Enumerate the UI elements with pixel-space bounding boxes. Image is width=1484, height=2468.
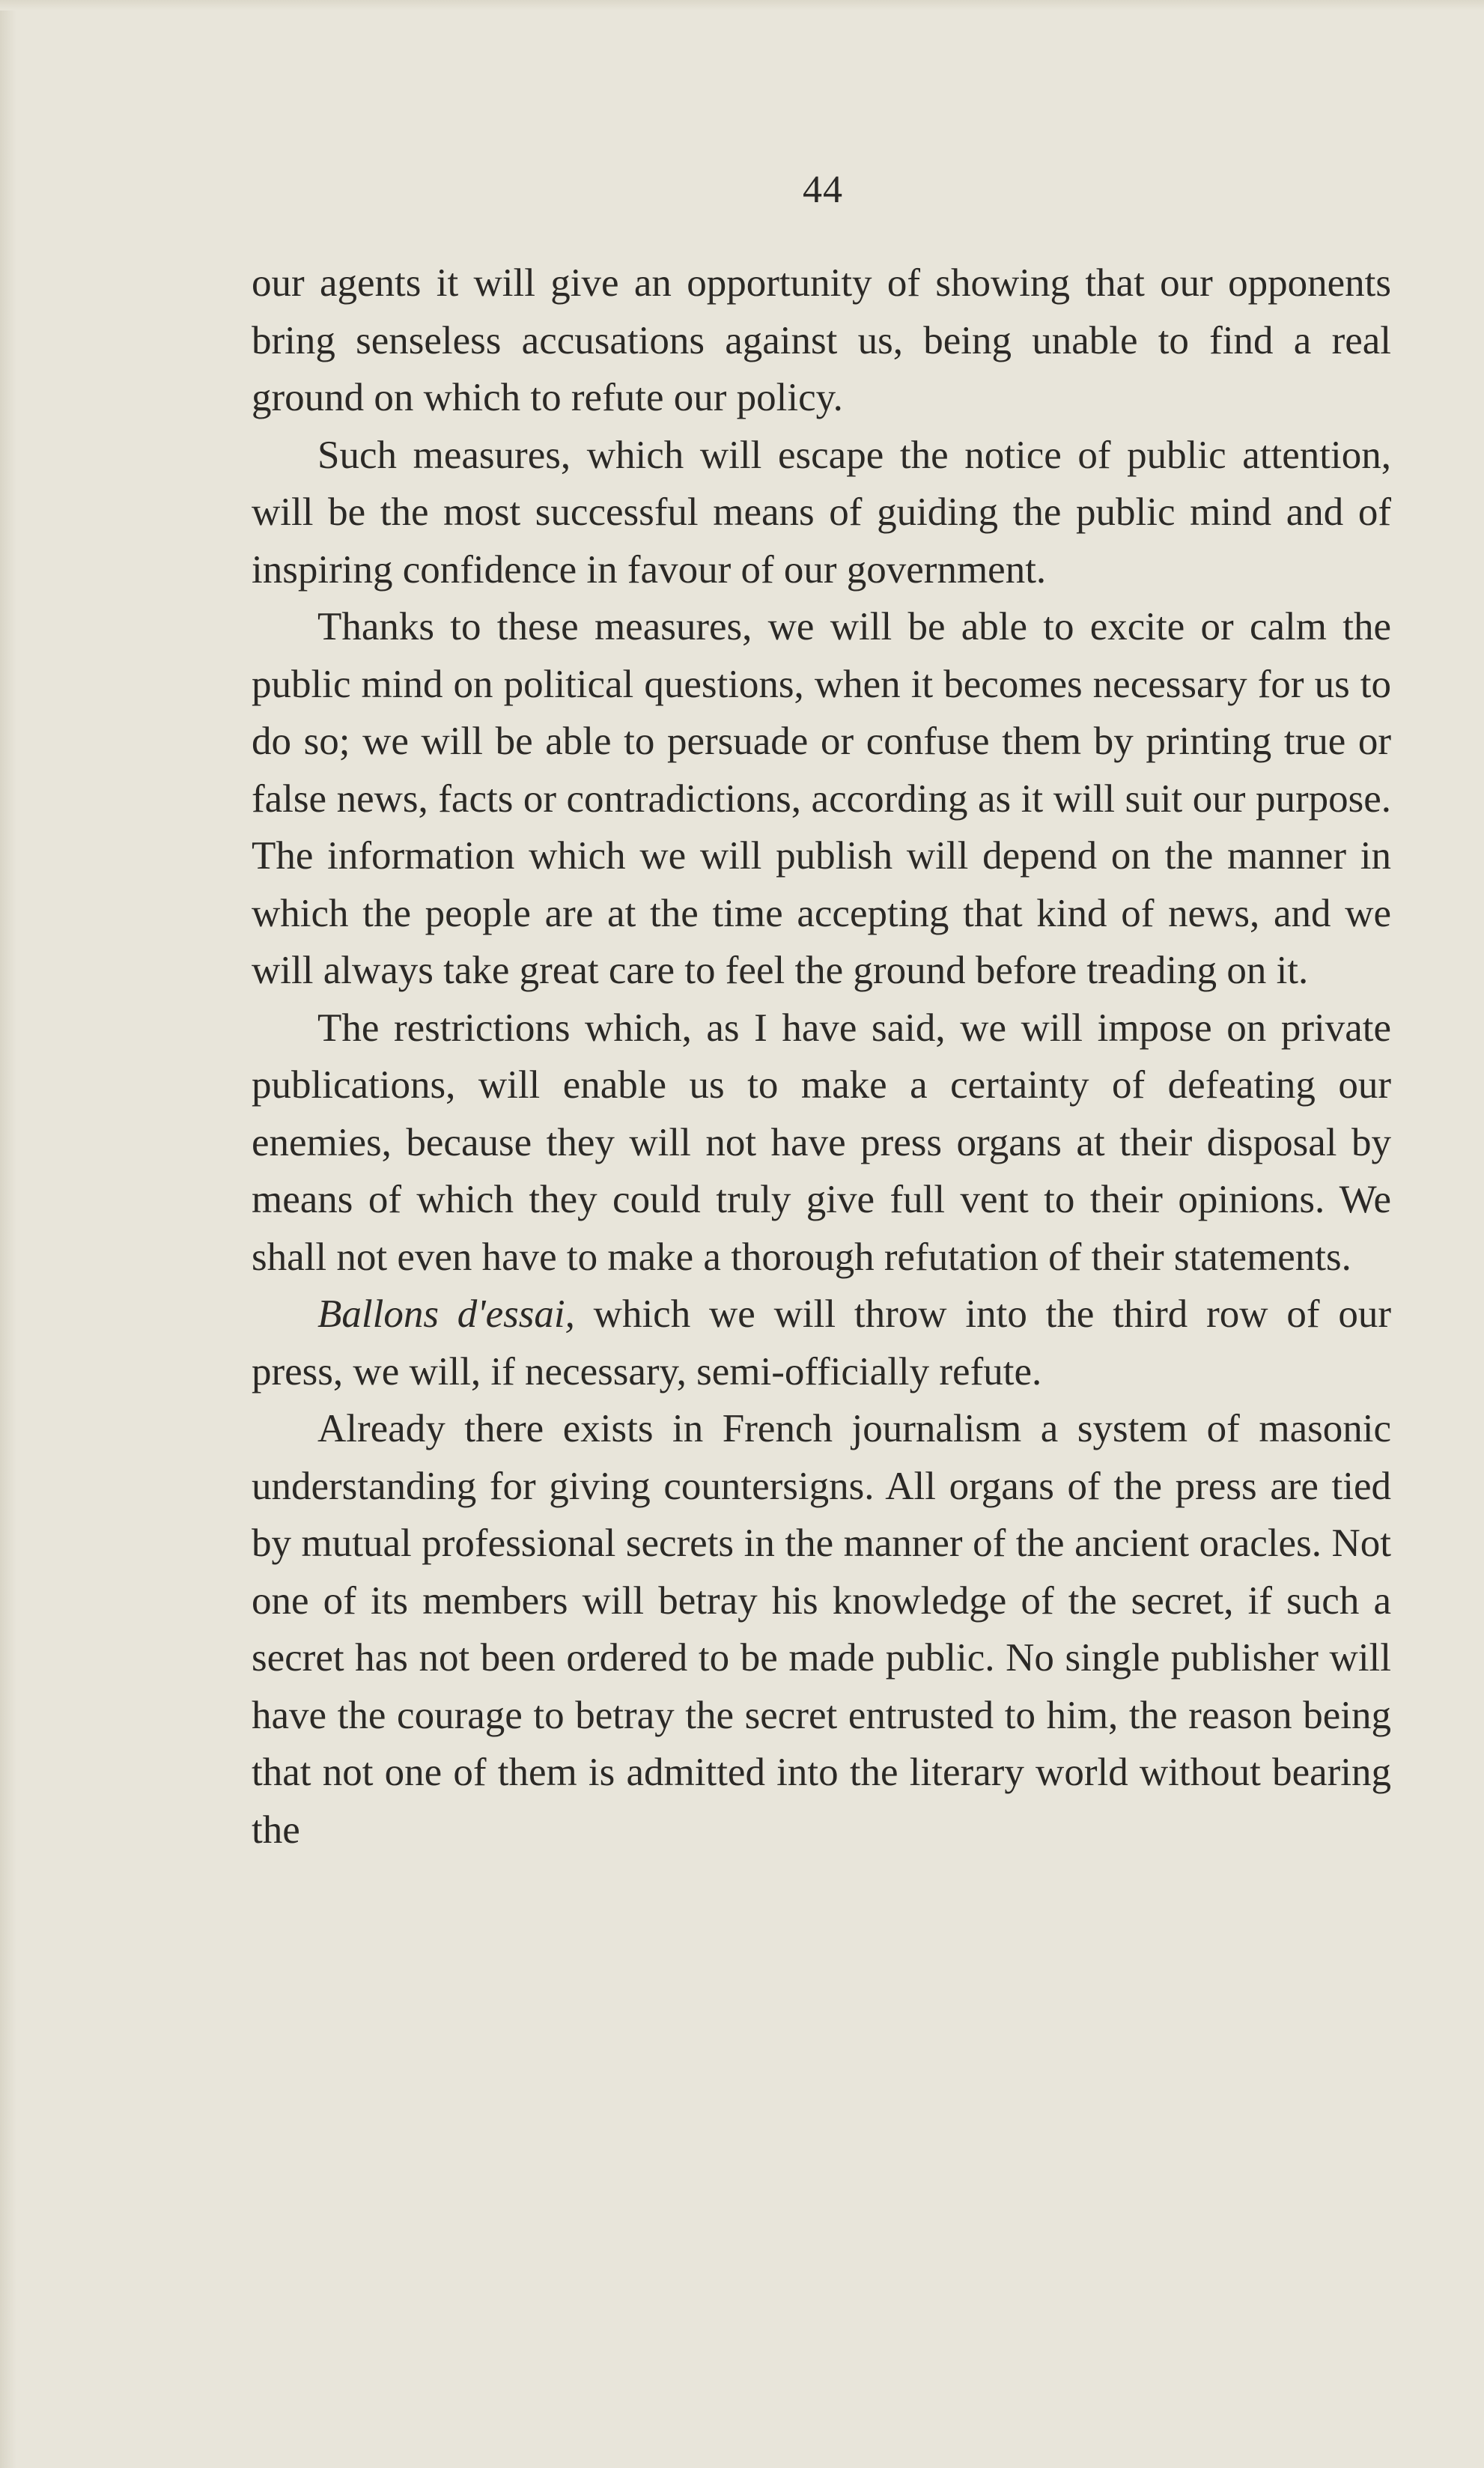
paragraph-6: Already there exists in French journalism a system of masonic understanding for giving countersigns. All organs of the press are tied by mutual professional secrets in the manner of the ancient oracles. Not one of its members will betray his knowledge of the secret, if such a secret has not been ordered to be made public. No single publisher will have the courage to betray the secret entrusted to him, the reason being that not one of them is admitted into the literary world without bearing the bbox=[252, 1407, 1391, 1852]
paragraph-5-text: which we will throw into the third row of our press, we will, if necessary, semi-officially refute. bbox=[252, 1292, 1391, 1393]
page-top-shadow bbox=[0, 0, 1484, 10]
body-text bbox=[252, 255, 1391, 1858]
paragraph-1: our agents it will give an opportunity of showing that our opponents bring senseless accusations against us, being unable to find a real ground on which to refute our policy. bbox=[252, 261, 1391, 419]
paragraph-3: Thanks to these measures, we will be able to excite or calm the public mind on political questions, when it becomes necessary for us to do so; we will be able to persuade or confuse them by printing true or false news, facts or contradictions, according as it will suit our purpose. The information which we will publish will depend on the manner in which the people are at the time accepting that kind of news, and we will always take great care to feel the ground before treading on it. bbox=[252, 605, 1391, 992]
page-number: 44 bbox=[803, 168, 843, 211]
paragraph-2: Such measures, which will escape the notice of public attention, will be the most successful means of guiding the public mind and of inspiring confidence in favour of our government. bbox=[252, 433, 1391, 592]
paragraph-5 bbox=[252, 1286, 1391, 1400]
paragraph-4: The restrictions which, as I have said, we will impose on private publications, will enable us to make a certainty of defeating our enemies, because they will not have press organs at their disposal by means of which they could truly give full vent to their opinions. We shall not even have to make a thorough refutation of their statements. bbox=[252, 1006, 1391, 1279]
italic-lead: Ballons d'essai, bbox=[317, 1292, 575, 1336]
page-gutter-shadow bbox=[0, 0, 16, 2468]
